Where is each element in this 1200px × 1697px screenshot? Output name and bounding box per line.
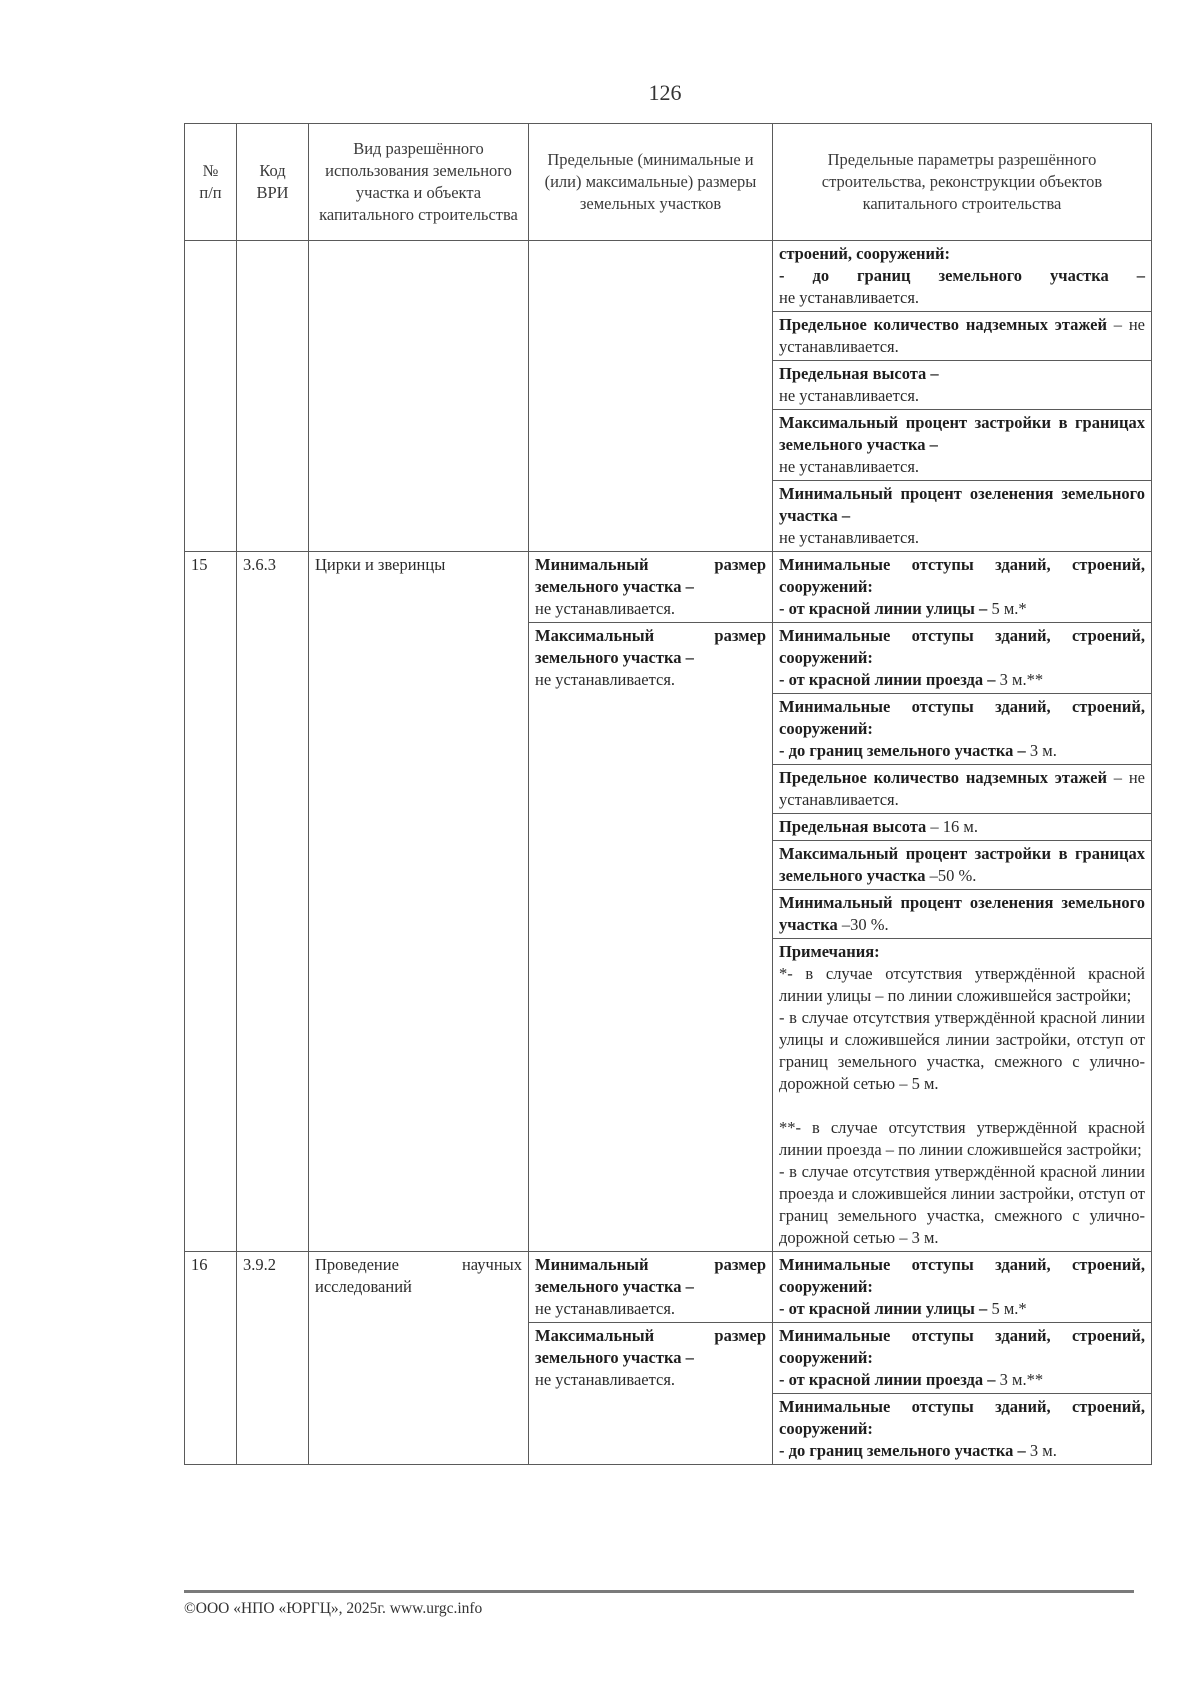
param-floors: Предельное количество надземных этажей – не устанавливается.: [773, 312, 1152, 361]
cell-size-min: Минимальный размер земельного участка – не устанавливается.: [529, 1252, 773, 1323]
page-number: 126: [648, 80, 682, 105]
param-setback-driveway: Минимальные отступы зданий, строений, сооружений: - от красной линии проезда – 3 м.**: [773, 623, 1152, 694]
header-kind: Вид разрешённого использования земельного участка и объекта капитального строительства: [309, 124, 529, 241]
param-min-greenery: Минимальный процент озеленения земельного участка –30 %.: [773, 890, 1152, 939]
cell-num: [185, 241, 237, 552]
param-height: Предельная высота – 16 м.: [773, 814, 1152, 841]
cell-size-max: Максимальный размер земельного участка – не устанавливается.: [529, 623, 773, 1252]
cell-size: [529, 241, 773, 552]
param-setback-driveway: Минимальные отступы зданий, строений, сооружений: - от красной линии проезда – 3 м.**: [773, 1323, 1152, 1394]
param-setback-street: Минимальные отступы зданий, строений, сооружений: - от красной линии улицы – 5 м.*: [773, 1252, 1152, 1323]
header-code: Код ВРИ: [237, 124, 309, 241]
table-row: [185, 241, 1152, 312]
param-floors: Предельное количество надземных этажей – не устанавливается.: [773, 765, 1152, 814]
footer-divider: [184, 1590, 1134, 1593]
param-setback: строений, сооружений: - до границ земельного участка – не устанавливается.: [773, 241, 1152, 312]
param-min-greenery: Минимальный процент озеленения земельного участка – не устанавливается.: [773, 481, 1152, 552]
cell-size-min: Минимальный размер земельного участка – не устанавливается.: [529, 552, 773, 623]
table-header-row: [185, 124, 1152, 241]
cell-size-max: Максимальный размер земельного участка – не устанавливается.: [529, 1323, 773, 1465]
cell-code: 3.6.3: [237, 552, 309, 1252]
param-max-coverage: Максимальный процент застройки в границах земельного участка – не устанавливается.: [773, 410, 1152, 481]
cell-kind: Цирки и зверинцы: [309, 552, 529, 1252]
param-setback-boundary: Минимальные отступы зданий, строений, сооружений: - до границ земельного участка – 3 м.: [773, 694, 1152, 765]
table-row: [185, 552, 1152, 623]
param-setback-boundary: Минимальные отступы зданий, строений, сооружений: - до границ земельного участка – 3 м.: [773, 1394, 1152, 1465]
cell-code: [237, 241, 309, 552]
param-setback-street: Минимальные отступы зданий, строений, сооружений: - от красной линии улицы – 5 м.*: [773, 552, 1152, 623]
param-max-coverage: Максимальный процент застройки в границах земельного участка –50 %.: [773, 841, 1152, 890]
table-row: [185, 1252, 1152, 1323]
cell-code: 3.9.2: [237, 1252, 309, 1465]
footer-copyright: ©ООО «НПО «ЮРГЦ», 2025г. www.urgc.info: [184, 1600, 483, 1617]
param-height: Предельная высота – не устанавливается.: [773, 361, 1152, 410]
param-notes: Примечания: *- в случае отсутствия утверждённой красной линии улицы – по линии сложившейся застройки; - в случае отсутствия утверждённой красной линии улицы и сложившейся линии застройки, отступ от границ земельного участка, смежного с улично-дорожной сетью – 5 м. **- в случае отсутствия утверждённой красной линии проезда – по линии сложившейся застройки; - в случае отсутствия утверждённой красной линии проезда и сложившейся линии застройки, отступ от границ земельного участка, смежного с улично-дорожной сетью – 3 м.: [773, 939, 1152, 1252]
header-num: № п/п: [185, 124, 237, 241]
land-use-table: [184, 123, 1152, 1465]
cell-kind: Проведение научных исследований: [309, 1252, 529, 1465]
cell-kind: [309, 241, 529, 552]
header-size: Предельные (минимальные и (или) максимальные) размеры земельных участков: [529, 124, 773, 241]
cell-num: 15: [185, 552, 237, 1252]
cell-num: 16: [185, 1252, 237, 1465]
header-params: Предельные параметры разрешённого строительства, реконструкции объектов капитального строительства: [773, 124, 1152, 241]
